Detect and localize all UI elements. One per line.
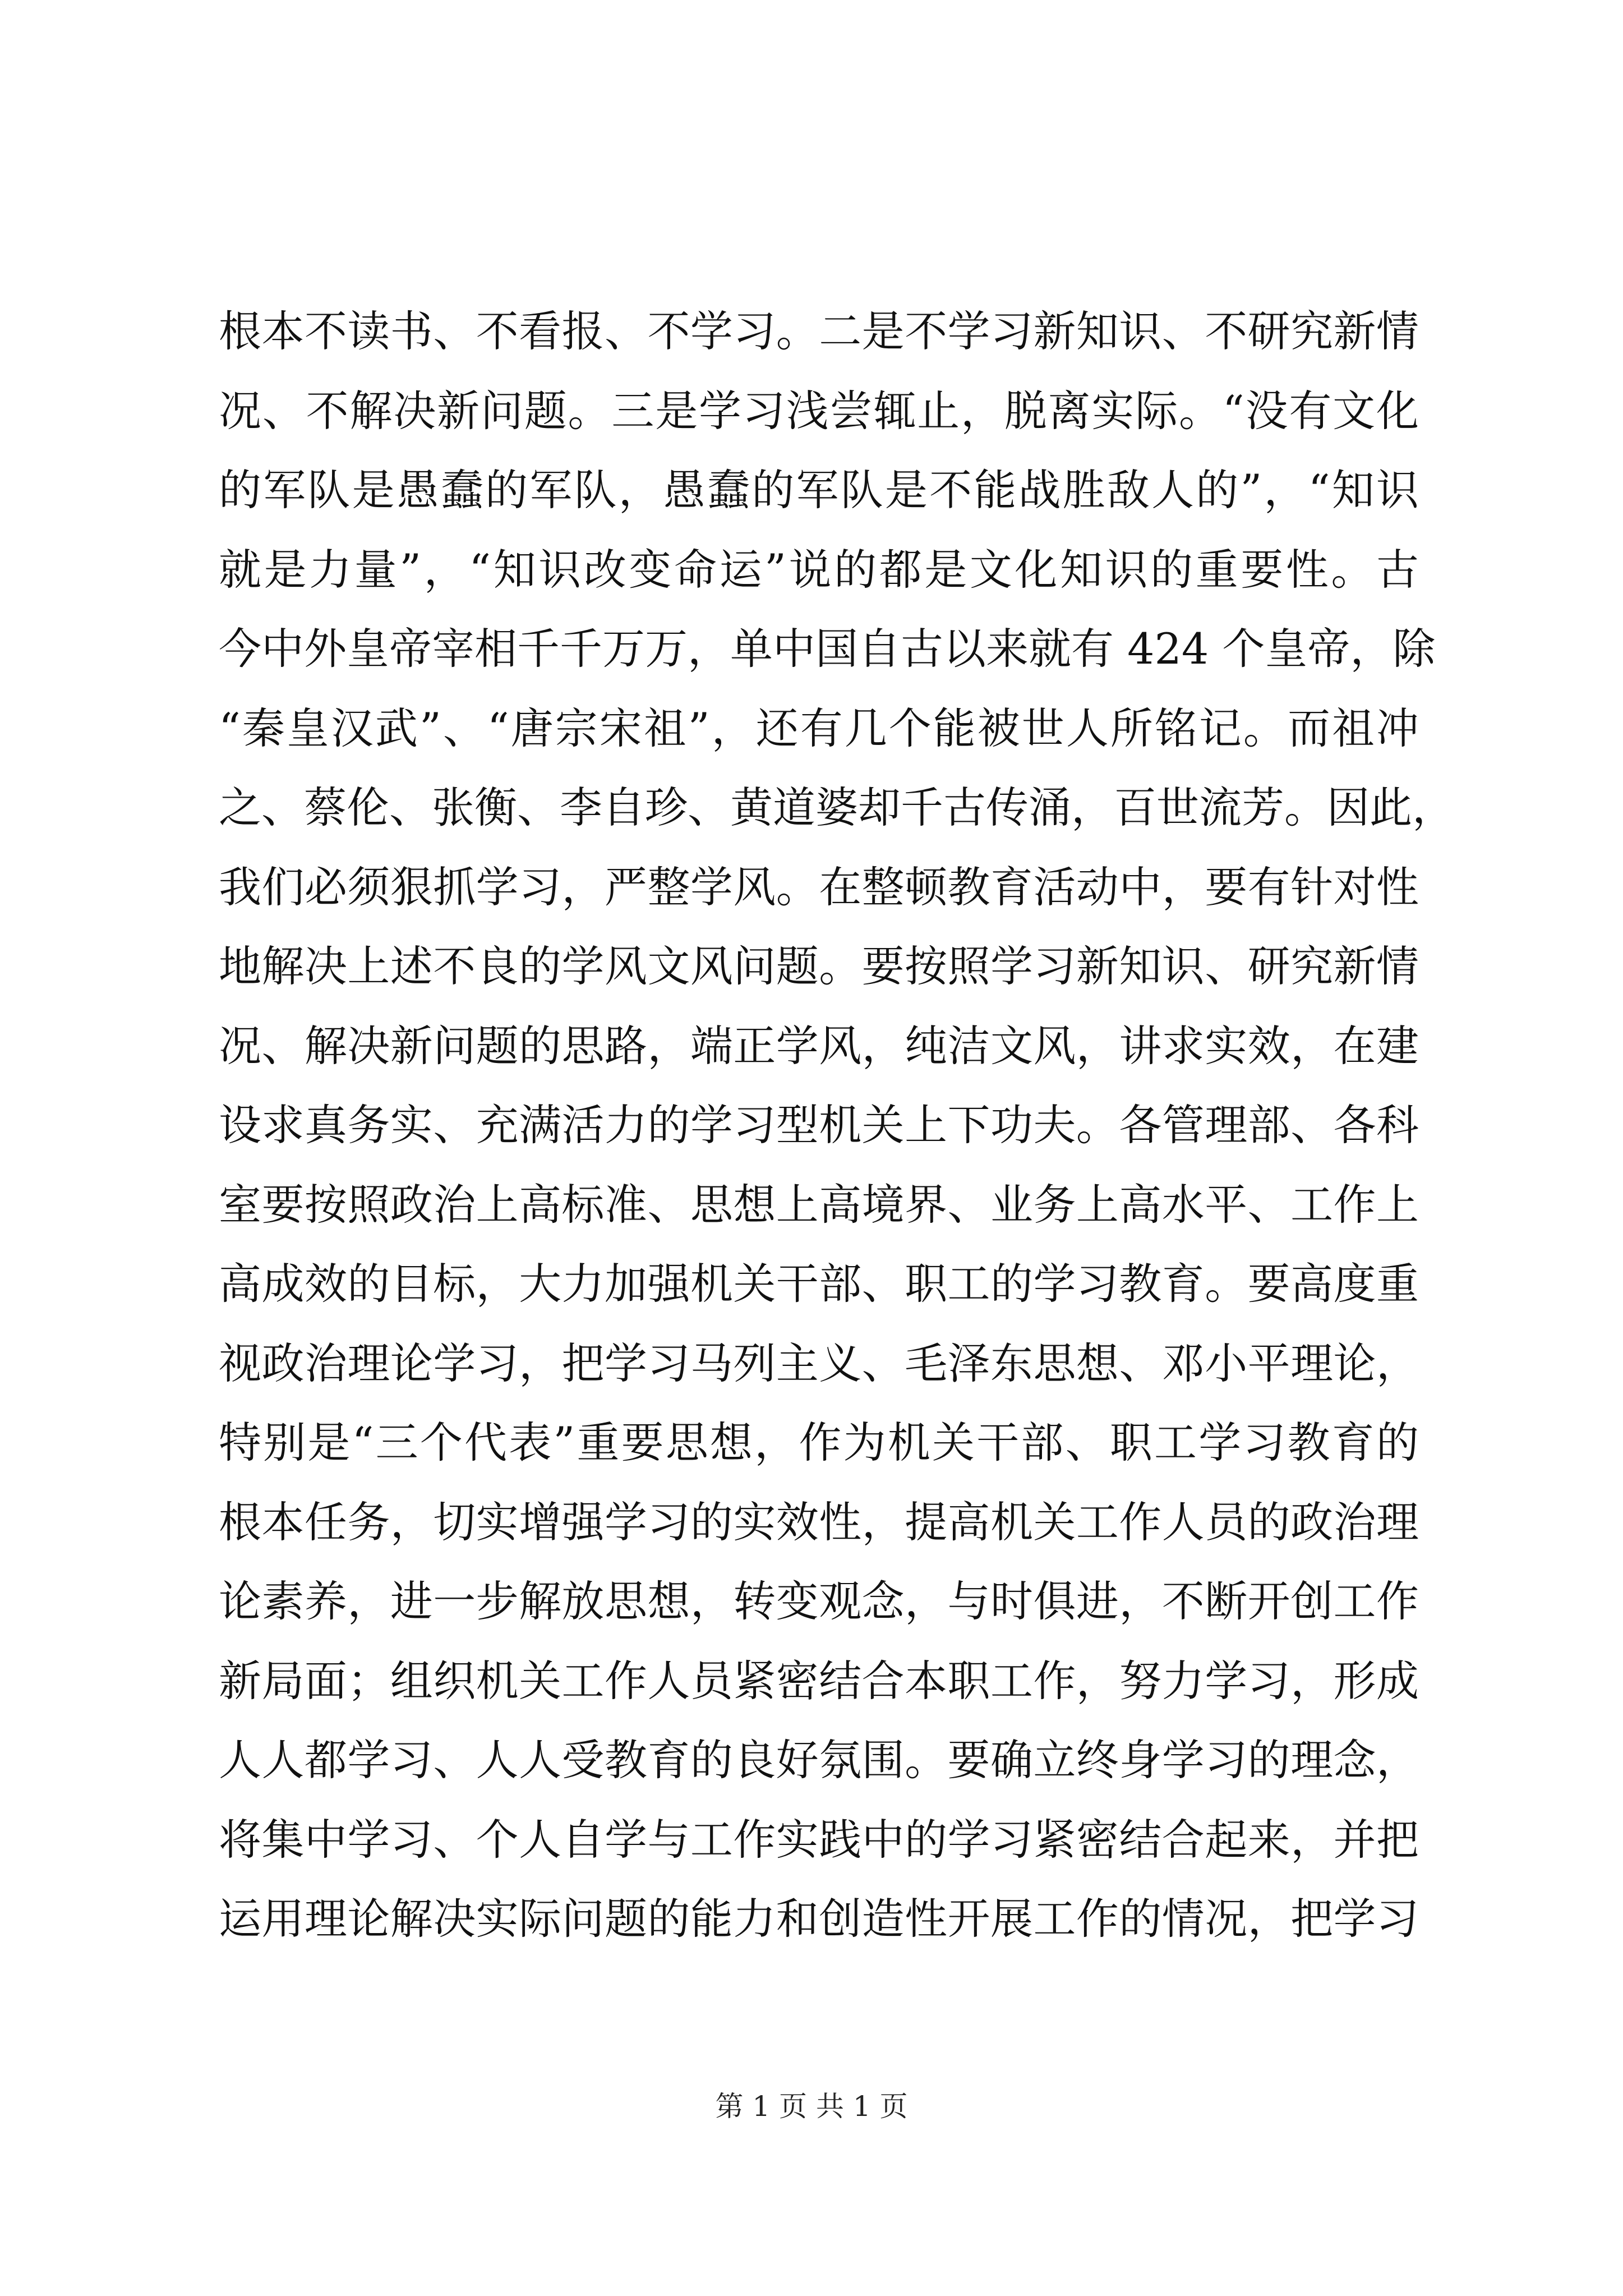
text-line: 将集中学习、个人自学与工作实践中的学习紧密结合起来，并把 <box>219 1814 1419 1865</box>
text-line: 地解决上述不良的学风文风问题。要按照学习新知识、研究新情 <box>219 941 1419 991</box>
text-line: 我们必须狠抓学习，严整学风。在整顿教育活动中，要有针对性 <box>219 862 1419 912</box>
text-line: 之、蔡伦、张衡、李自珍、黄道婆却千古传涌，百世流芳。因此， <box>219 783 1455 832</box>
text-line: 视政治理论学习，把学习马列主义、毛泽东思想、邓小平理论， <box>219 1338 1419 1388</box>
text-line: 今中外皇帝宰相千千万万，单中国自古以来就有 424 个皇帝，除 <box>219 624 1436 674</box>
text-line: 室要按照政治上高标准、思想上高境界、业务上高水平、工作上 <box>219 1179 1419 1230</box>
text-line: 设求真务实、充满活力的学习型机关上下功夫。各管理部、各科 <box>219 1100 1419 1150</box>
text-line: 论素养，进一步解放思想，转变观念，与时俱进，不断开创工作 <box>219 1576 1419 1626</box>
text-line: “秦皇汉武”、“唐宗宋祖”，还有几个能被世人所铭记。而祖冲 <box>219 703 1419 753</box>
text-line: 特别是“三个代表”重要思想，作为机关干部、职工学习教育的 <box>219 1418 1419 1467</box>
text-line: 运用理论解决实际问题的能力和创造性开展工作的情况，把学习 <box>219 1894 1419 1944</box>
text-line: 人人都学习、人人受教育的良好氛围。要确立终身学习的理念， <box>219 1735 1419 1785</box>
text-line: 的军队是愚蠢的军队，愚蠢的军队是不能战胜敌人的”，“知识 <box>219 465 1419 515</box>
text-line: 新局面；组织机关工作人员紧密结合本职工作，努力学习，形成 <box>219 1655 1419 1706</box>
text-line: 根本任务，切实增强学习的实效性，提高机关工作人员的政治理 <box>219 1497 1419 1547</box>
text-line: 况、不解决新问题。三是学习浅尝辄止，脱离实际。“没有文化 <box>219 385 1419 436</box>
text-line: 高成效的目标，大力加强机关干部、职工的学习教育。要高度重 <box>219 1259 1419 1309</box>
page-number-footer: 第 1 页 共 1 页 <box>715 2090 908 2123</box>
text-line: 根本不读书、不看报、不学习。二是不学习新知识、不研究新情 <box>219 306 1419 356</box>
body-text <box>219 292 1455 1959</box>
text-line: 就是力量”，“知识改变命运”说的都是文化知识的重要性。古 <box>219 544 1419 595</box>
text-line: 况、解决新问题的思路，端正学风，纯洁文风，讲求实效，在建 <box>219 1020 1419 1071</box>
